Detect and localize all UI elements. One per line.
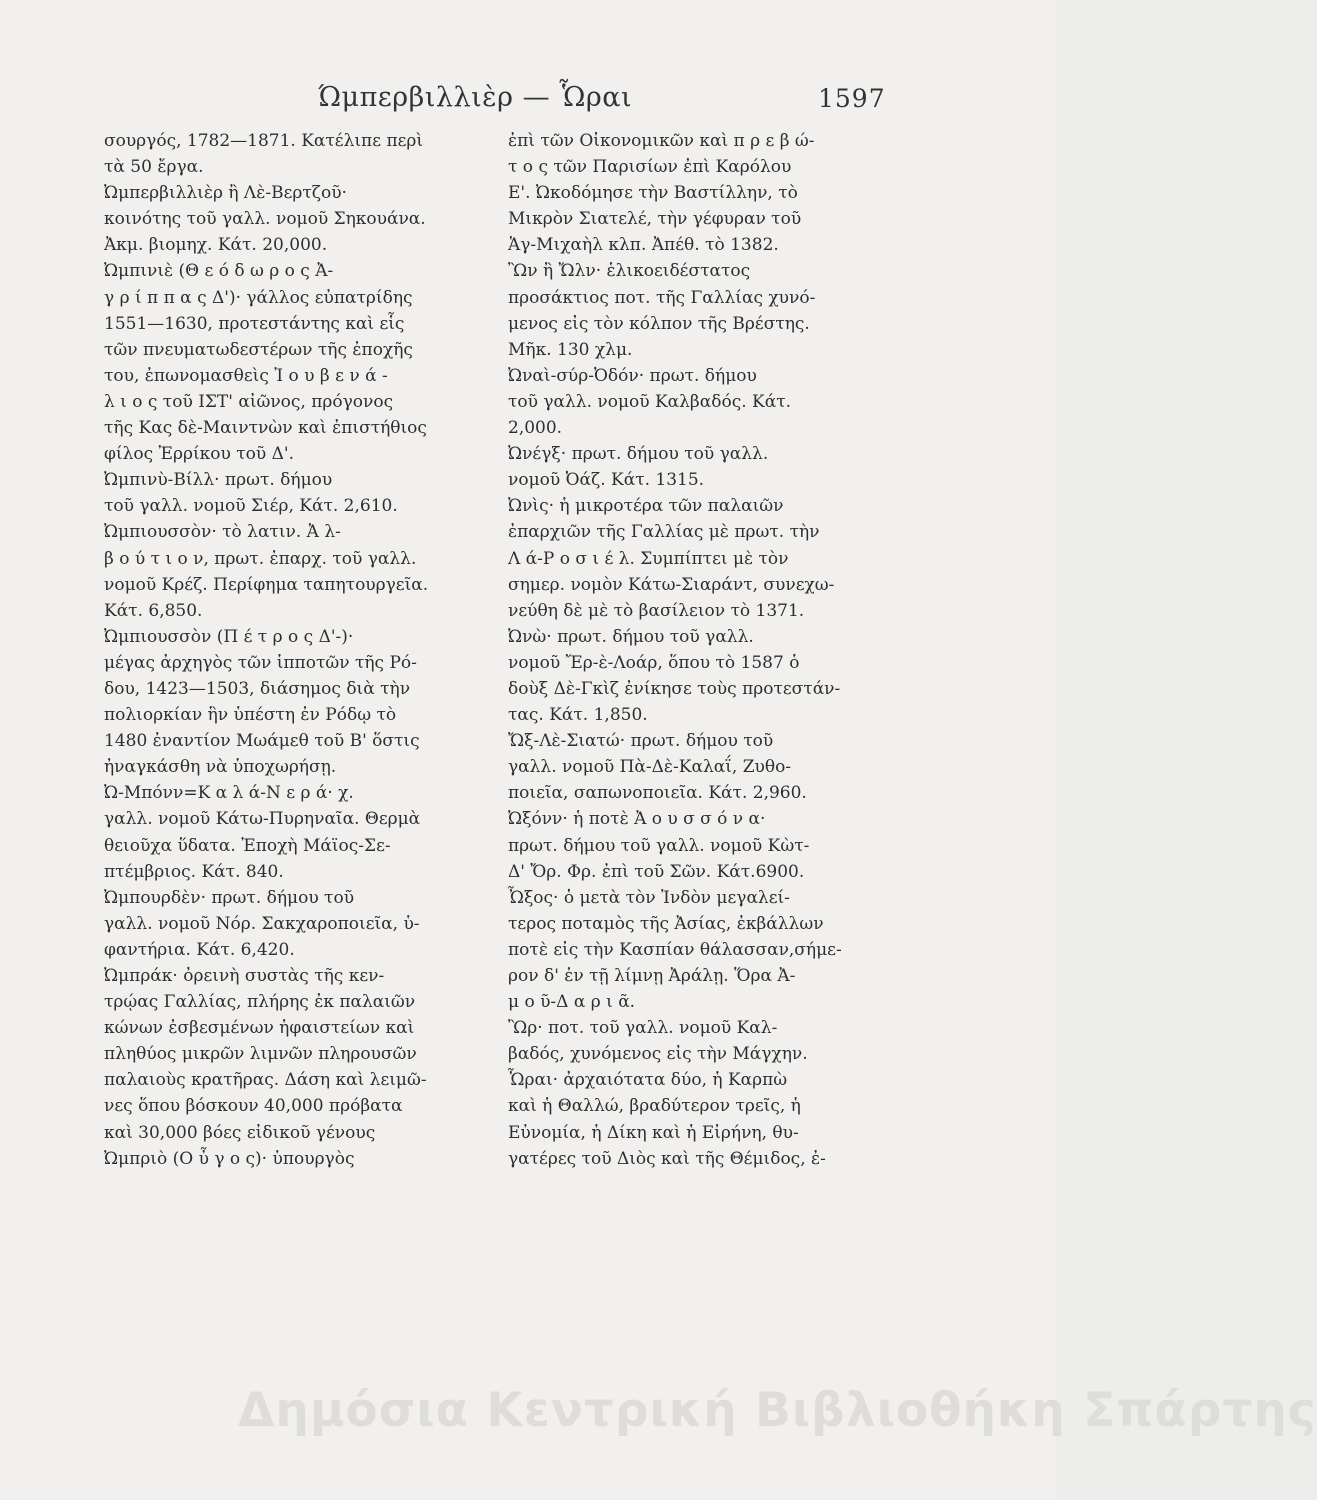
- text-line: πρωτ. δήμου τοῦ γαλλ. νομοῦ Κὼτ-: [508, 835, 810, 856]
- text-line: Ὠνὼ· πρωτ. δήμου τοῦ γαλλ.: [508, 626, 754, 647]
- text-line: 1480 ἐναντίον Μωάμεθ τοῦ Β' ὅστις: [104, 731, 420, 752]
- text-line: Ὠμπράκ· ὀρεινὴ συστὰς τῆς κεν-: [104, 966, 385, 986]
- text-line: τῆς Κας δὲ-Μαιντνὼν καὶ ἐπιστήθιος: [104, 418, 427, 439]
- text-line: τὰ 50 ἔργα.: [104, 157, 204, 178]
- text-line: Μικρὸν Σιατελέ, τὴν γέφυραν τοῦ: [508, 209, 802, 230]
- text-line: νομοῦ Κρέζ. Περίφημα ταπητουργεῖα.: [104, 574, 429, 595]
- text-line: Ὢρ· ποτ. τοῦ γαλλ. νομοῦ Καλ-: [508, 1018, 778, 1039]
- text-line: νομοῦ Ὀάζ. Κάτ. 1315.: [508, 470, 705, 491]
- text-line: νομοῦ Ἔρ-ὲ-Λοάρ, ὅπου τὸ 1587 ὁ: [508, 652, 800, 673]
- text-line: Ὠμπουρδὲν· πρωτ. δήμου τοῦ: [104, 887, 355, 908]
- text-line: Ἀκμ. βιομηχ. Κάτ. 20,000.: [104, 235, 328, 256]
- text-line: νες ὅπου βόσκουν 40,000 πρόβατα: [104, 1096, 403, 1117]
- text-line: Κάτ. 6,850.: [104, 600, 203, 621]
- text-line: παλαιοὺς κρατῆρας. Δάση καὶ λειμῶ-: [104, 1070, 427, 1091]
- text-line: μ ο ῦ-Δ α ρ ι ᾶ.: [508, 992, 636, 1013]
- text-line: γ ρ ί π π α ς Δ')· γάλλος εὐπατρίδης: [104, 287, 413, 308]
- text-line: Ὠναὶ-σύρ-Ὀδόν· πρωτ. δήμου: [508, 365, 757, 386]
- text-line: Ὠ-Μπόνν=Κ α λ ά-Ν ε ρ ά· χ.: [104, 783, 354, 804]
- text-line: ποιεῖα, σαπωνοποιεῖα. Κάτ. 2,960.: [508, 783, 807, 804]
- text-line: 2,000.: [508, 418, 563, 439]
- text-line: Ὤξ-Λὲ-Σιατώ· πρωτ. δήμου τοῦ: [508, 731, 774, 752]
- text-line: κώνων ἐσβεσμένων ἡφαιστείων καὶ: [104, 1018, 415, 1039]
- right-column: [508, 128, 852, 1172]
- text-line: τοῦ γαλλ. νομοῦ Σιέρ, Κάτ. 2,610.: [104, 496, 398, 517]
- text-line: Ὠμπινὺ-Βίλλ· πρωτ. δήμου: [104, 470, 333, 491]
- text-line: Λ ά-Ρ ο σ ι έ λ. Συμπίπτει μὲ τὸν: [508, 548, 789, 569]
- text-line: δου, 1423—1503, διάσημος διὰ τὴν: [104, 678, 411, 699]
- text-line: Ἁγ-Μιχαὴλ κλπ. Ἀπέθ. τὸ 1382.: [508, 235, 779, 256]
- text-line: Μῆκ. 130 χλμ.: [508, 339, 633, 360]
- text-line: πληθύος μικρῶν λιμνῶν πληρουσῶν: [104, 1044, 417, 1065]
- text-line: τοῦ γαλλ. νομοῦ Καλβαδός. Κάτ.: [508, 391, 792, 412]
- text-line: φαντήρια. Κάτ. 6,420.: [104, 939, 295, 960]
- text-line: τας. Κάτ. 1,850.: [508, 705, 648, 726]
- text-line: προσάκτιος ποτ. τῆς Γαλλίας χυνό-: [508, 287, 816, 308]
- text-line: Εὐνομία, ἡ Δίκη καὶ ἡ Εἰρήνη, θυ-: [508, 1122, 799, 1143]
- text-line: πολιορκίαν ἣν ὑπέστη ἐν Ρόδῳ τὸ: [104, 705, 397, 726]
- text-line: Ὦξος· ὁ μετὰ τὸν Ἰνδὸν μεγαλεί-: [508, 887, 790, 908]
- text-line: βαδός, χυνόμενος εἰς τὴν Μάγχην.: [508, 1044, 808, 1065]
- text-line: γαλλ. νομοῦ Πὰ-Δὲ-Καλαΐ, Ζυθο-: [508, 757, 792, 778]
- text-line: σημερ. νομὸν Κάτω-Σιαράντ, συνεχω-: [508, 574, 835, 595]
- text-line: καὶ 30,000 βόες εἰδικοῦ γένους: [104, 1122, 376, 1143]
- library-watermark: Δημόσια Κεντρική Βιβλιοθήκη Σπάρτης: [238, 1383, 1317, 1438]
- text-line: μέγας ἀρχηγὸς τῶν ἱπποτῶν τῆς Ρό-: [104, 652, 417, 673]
- text-line: ἐπαρχιῶν τῆς Γαλλίας μὲ πρωτ. τὴν: [508, 522, 820, 543]
- text-line: Ὢν ἢ Ὤλν· ἑλικοειδέστατος: [508, 261, 751, 282]
- text-line: τρῴας Γαλλίας, πλήρης ἐκ παλαιῶν: [104, 992, 416, 1013]
- left-column: [104, 128, 474, 1172]
- text-line: Ὠμπριὸ (Ο ὖ γ ο ς)· ὑπουργὸς: [104, 1148, 355, 1169]
- text-line: του, ἐπωνομασθεὶς Ἰ ο υ β ε ν ά -: [104, 365, 388, 386]
- text-line: τερος ποταμὸς τῆς Ἀσίας, ἐκβάλλων: [508, 913, 824, 934]
- text-line: τῶν πνευματωδεστέρων τῆς ἐποχῆς: [104, 339, 413, 360]
- text-line: δοὺξ Δὲ-Γκὶζ ἐνίκησε τοὺς προτεστάν-: [508, 678, 841, 699]
- text-line: 1551—1630, προτεστάντης καὶ εἷς: [104, 313, 405, 334]
- text-line: πτέμβριος. Κάτ. 840.: [104, 861, 284, 882]
- text-line: Δ' Ὄρ. Φρ. ἐπὶ τοῦ Σῶν. Κάτ.6900.: [508, 861, 805, 882]
- text-line: κοινότης τοῦ γαλλ. νομοῦ Σηκουάνα.: [104, 209, 426, 230]
- text-line: β ο ύ τ ι ο ν, πρωτ. ἐπαρχ. τοῦ γαλλ.: [104, 548, 417, 569]
- text-line: Ὠμπιουσσὸν· τὸ λατιν. Ἀ λ-: [104, 522, 341, 543]
- text-line: Ὠνέγξ· πρωτ. δήμου τοῦ γαλλ.: [508, 444, 769, 465]
- text-line: Ὧραι· ἀρχαιότατα δύο, ἡ Καρπὼ: [508, 1070, 788, 1091]
- text-line: γαλλ. νομοῦ Κάτω-Πυρηναῖα. Θερμὰ: [104, 809, 421, 830]
- text-line: ποτὲ εἰς τὴν Κασπίαν θάλασσαν,σήμε-: [508, 939, 842, 960]
- text-line: Ὠμπιουσσὸν (Π έ τ ρ ο ς Δ'-)·: [104, 626, 354, 647]
- text-line: Ε'. Ὠκοδόμησε τὴν Βαστίλλην, τὸ: [508, 183, 798, 204]
- text-line: μενος εἰς τὸν κόλπον τῆς Βρέστης.: [508, 313, 810, 334]
- text-line: Ὠμπερβιλλιὲρ ἢ Λὲ-Βερτζοῦ·: [104, 183, 347, 204]
- text-line: ἐπὶ τῶν Οἰκονομικῶν καὶ π ρ ε β ώ-: [508, 131, 815, 151]
- text-line: γατέρες τοῦ Διὸς καὶ τῆς Θέμιδος, ἐ-: [508, 1148, 826, 1169]
- text-line: Ὠμπινιὲ (Θ ε ό δ ω ρ ο ς Ἀ-: [104, 261, 334, 282]
- text-line: λ ι ο ς τοῦ ΙΣΤ' αἰῶνος, πρόγονος: [104, 391, 394, 412]
- text-line: καὶ ἡ Θαλλώ, βραδύτερον τρεῖς, ἡ: [508, 1096, 801, 1117]
- text-line: σουργός, 1782—1871. Κατέλιπε περὶ: [104, 131, 424, 151]
- text-line: Ὠξόνν· ἡ ποτὲ Ἀ ο υ σ σ ό ν α·: [508, 809, 766, 830]
- text-line: τ ο ς τῶν Παρισίων ἐπὶ Καρόλου: [508, 157, 792, 178]
- text-line: θειοῦχα ὕδατα. Ἐποχὴ Μάϊος-Σε-: [104, 835, 391, 856]
- text-line: νεύθη δὲ μὲ τὸ βασίλειον τὸ 1371.: [508, 600, 805, 621]
- text-line: γαλλ. νομοῦ Νόρ. Σακχαροποιεῖα, ὑ-: [104, 913, 420, 934]
- text-line: Ὠνὶς· ἡ μικροτέρα τῶν παλαιῶν: [508, 496, 784, 517]
- page-number: 1597: [818, 84, 886, 113]
- text-line: ἠναγκάσθη νὰ ὑποχωρήσῃ.: [104, 757, 337, 778]
- text-line: φίλος Ἐρρίκου τοῦ Δ'.: [104, 444, 294, 465]
- text-line: ρον δ' ἐν τῇ λίμνῃ Ἀράλῃ. Ὅρα Ἀ-: [508, 966, 796, 986]
- running-header: Ώμπερβιλλιὲρ — Ὧραι: [318, 82, 633, 113]
